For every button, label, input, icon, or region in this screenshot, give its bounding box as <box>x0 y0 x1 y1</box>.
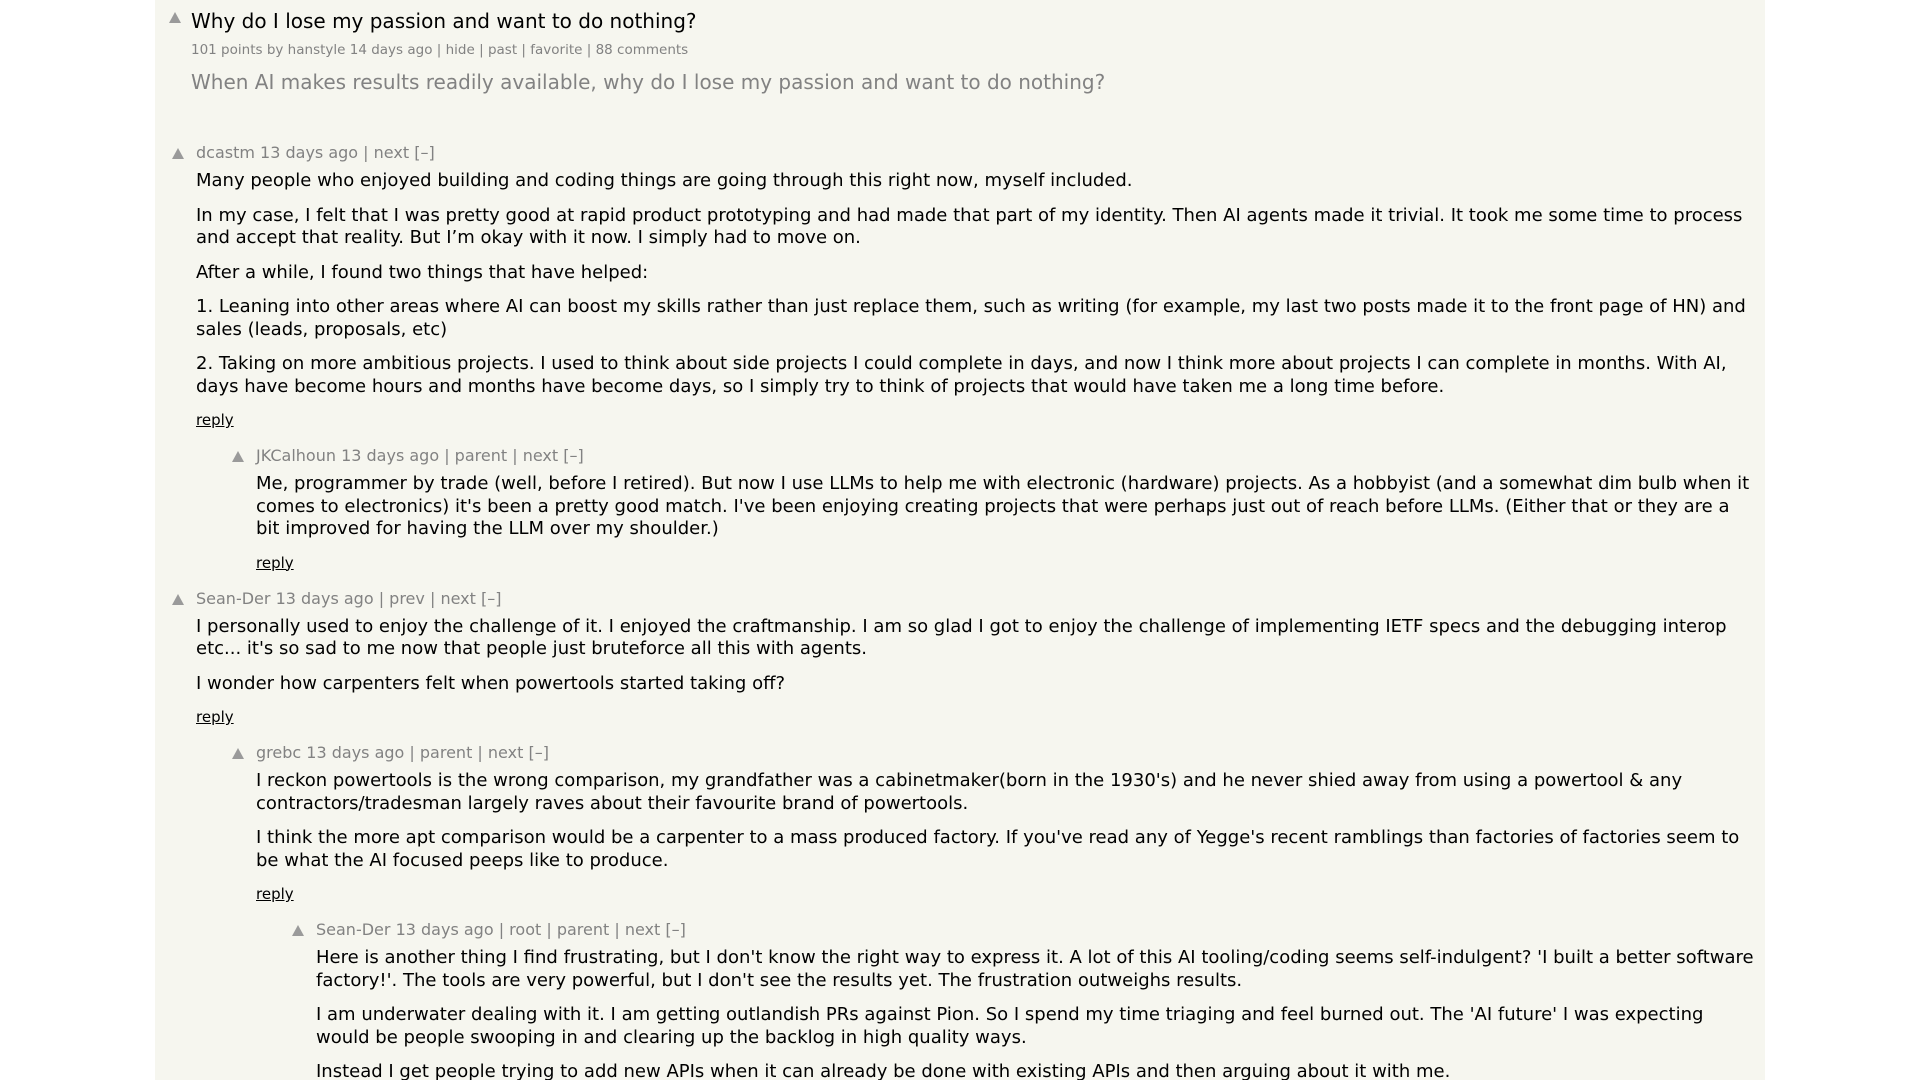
comment-paragraph: I personally used to enjoy the challenge of it. I enjoyed the craftmanship. I am so glad I got to enjoy the challenge of implementing IETF specs and the debugging interop etc... it's so sad to me now that people just bruteforce all this with agents. <box>196 615 1727 659</box>
upvote-arrow-icon[interactable] <box>169 12 181 23</box>
parent-link[interactable]: parent <box>556 920 610 939</box>
comments-link[interactable]: 88 comments <box>595 42 689 58</box>
comment-header: grebc 13 days ago | parent | next [–] <box>256 743 549 762</box>
collapse-toggle[interactable]: [–] <box>480 588 502 608</box>
collapse-toggle[interactable]: [–] <box>563 446 584 465</box>
comment-paragraph: After a while, I found two things that have helped: <box>196 261 649 283</box>
next-link[interactable]: next <box>522 446 559 465</box>
upvote-arrow-icon[interactable] <box>172 148 184 159</box>
upvote-arrow-icon[interactable] <box>232 748 244 759</box>
collapse-toggle[interactable]: [–] <box>528 743 549 762</box>
upvote-arrow-icon[interactable] <box>232 451 244 462</box>
comment-age[interactable]: 13 days ago <box>260 143 359 162</box>
prev-link[interactable]: prev <box>389 588 425 608</box>
page-container <box>155 0 1765 1080</box>
past-link[interactable]: past <box>487 42 518 58</box>
comment <box>256 443 1765 572</box>
comment-paragraph: I reckon powertools is the wrong comparison, my grandfather was a cabinetmaker(born in the 1930's) and he never shied away from using a powertool & any contractors/tradesman largely raves about their favourite brand of powertools. <box>256 770 1683 814</box>
comment-paragraph: 2. Taking on more ambitious projects. I used to think about side projects I could complete in days, and now I think more about projects I can complete in months. With AI, days have become hours and months have become days, so I simply try to think of projects that would have taken me a long time before. <box>196 353 1727 397</box>
comment-paragraph: I wonder how carpenters felt when powertools started taking off? <box>196 672 786 694</box>
next-link[interactable]: next <box>624 920 661 939</box>
parent-link[interactable]: parent <box>454 446 508 465</box>
root-link[interactable]: root <box>509 920 542 939</box>
comment-age[interactable]: 13 days ago <box>306 743 405 762</box>
comment-paragraph: Many people who enjoyed building and coding things are going through this right now, myself included. <box>196 170 1133 191</box>
comment-paragraph: I am underwater dealing with it. I am getting outlandish PRs against Pion. So I spend my time triaging and feel burned out. The 'AI future' I was expecting would be people swooping in and clearing up the backlog in high quality ways. <box>316 1004 1704 1048</box>
story-title[interactable]: Why do I lose my passion and want to do nothing? <box>191 9 697 33</box>
comment-age[interactable]: 13 days ago <box>275 588 374 608</box>
comment-paragraph: Instead I get people trying to add new APIs when it can already be done with existing APIs and then arguing about it with me. <box>316 1061 1451 1080</box>
comment-age[interactable]: 13 days ago <box>341 446 440 465</box>
next-link[interactable]: next <box>487 743 524 762</box>
story-subtext: 101 points by hanstyle 14 days ago | hide | past | favorite | 88 comments <box>191 42 689 58</box>
comment-text <box>256 473 1756 541</box>
comment-age[interactable]: 13 days ago <box>395 920 494 939</box>
comment-paragraph: 1. Leaning into other areas where AI can boost my skills rather than just replace them, such as writing (for example, my last two posts made it to the front page of HN) and sales (leads, proposals, etc) <box>196 296 1746 340</box>
comment-author[interactable]: dcastm <box>196 143 255 162</box>
comment-text <box>196 170 1756 398</box>
comment <box>196 140 1765 429</box>
upvote-arrow-icon[interactable] <box>172 594 184 605</box>
parent-link[interactable]: parent <box>419 743 473 762</box>
comment <box>316 917 1765 1080</box>
collapse-toggle[interactable]: [–] <box>665 920 686 939</box>
collapse-toggle[interactable]: [–] <box>414 143 435 162</box>
story-header <box>155 0 1765 140</box>
comment-header: Sean-Der 13 days ago | root | parent | next [–] <box>316 920 686 939</box>
story-points: 101 points <box>191 42 263 58</box>
next-link[interactable]: next <box>373 143 410 162</box>
comment-author[interactable]: grebc <box>256 743 302 762</box>
comment-header: dcastm 13 days ago | next [–] <box>196 143 435 162</box>
comment-author[interactable]: Sean-Der <box>316 920 391 939</box>
comment <box>256 740 1765 903</box>
story-text: When AI makes results readily available, why do I lose my passion and want to do nothing? <box>191 70 1106 94</box>
story-author[interactable]: by hanstyle <box>266 42 346 58</box>
comment-paragraph: Me, programmer by trade (well, before I retired). But now I use LLMs to help me with electronic (hardware) projects. As a hobbyist (and a somewhat dim bulb when it comes to electronics) it's been a pretty good match. I've been enjoying creating projects that were perhaps just out of reach before LLMs. (Either that or they are a bit improved for having the LLM over my shoulder.) <box>256 473 1750 539</box>
upvote-arrow-icon[interactable] <box>292 925 304 936</box>
next-link[interactable]: next <box>440 588 476 608</box>
reply-link[interactable]: reply <box>256 553 294 572</box>
comment-paragraph: In my case, I felt that I was pretty good at rapid product prototyping and had made that part of my identity. Then AI agents made it trivial. It took me some time to process and accept that reality. But I’m okay with it now. I simply had to move on. <box>196 204 1743 248</box>
comment-author[interactable]: Sean-Der <box>196 588 271 608</box>
comment <box>196 586 1765 727</box>
comment-author[interactable]: JKCalhoun <box>256 446 336 465</box>
story-age[interactable]: 14 days ago <box>349 42 433 58</box>
comment-paragraph: I think the more apt comparison would be a carpenter to a mass produced factory. If you've read any of Yegge's recent ramblings than factories of factories seem to be what the AI focused peeps like to produce. <box>256 827 1740 871</box>
reply-link[interactable]: reply <box>196 708 234 726</box>
comment-text <box>256 770 1756 872</box>
comment-text <box>316 947 1756 1080</box>
comment-header: JKCalhoun 13 days ago | parent | next [–] <box>256 446 584 465</box>
comment-tree <box>155 140 1765 1080</box>
comment-paragraph: Here is another thing I find frustrating, but I don't know the right way to express it. A lot of this AI tooling/coding seems self-indulgent? 'I built a better software factory!'. The tools are very powerful, but I don't see the results yet. The frustration outweighs results. <box>316 947 1754 991</box>
hide-link[interactable]: hide <box>445 42 475 58</box>
favorite-link[interactable]: favorite <box>530 42 583 58</box>
reply-link[interactable]: reply <box>256 885 294 903</box>
comment-text <box>196 616 1756 696</box>
comment-header: Sean-Der 13 days ago | prev | next [–] <box>196 588 502 608</box>
reply-link[interactable]: reply <box>196 411 234 429</box>
